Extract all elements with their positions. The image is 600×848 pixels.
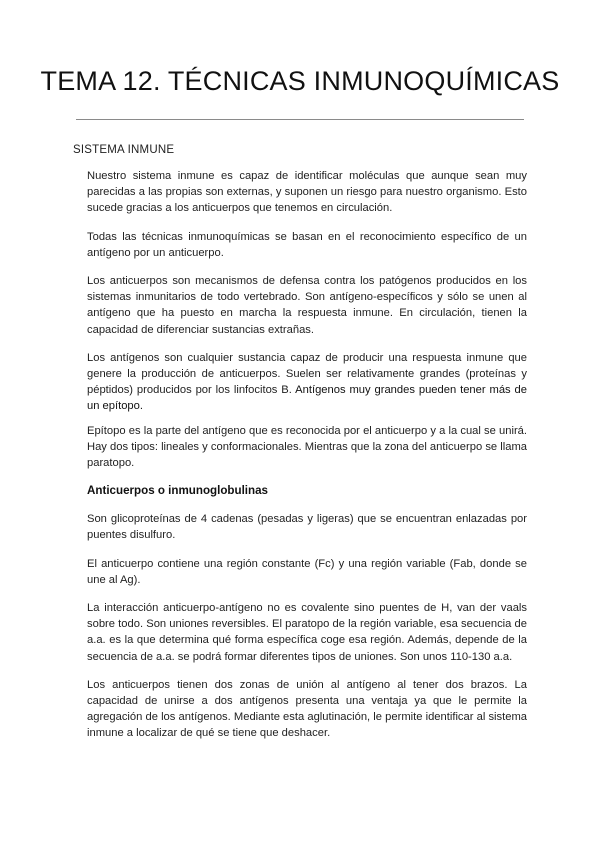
subheading: Anticuerpos o inmunoglobulinas <box>87 484 268 498</box>
paragraph: La interacción anticuerpo-antígeno no es covalente sino puentes de H, van der vaals sobre todo. Son uniones reversibles. El paratopo de la región variable, esa secuencia de a.a. es la que determina qué forma específica coge esa región. Además, depende de la secuencia de a.a. se podrá formar diferentes tipos de uniones. Son unos 110-130 a.a. <box>87 602 527 663</box>
paragraph: Son glicoproteínas de 4 cadenas (pesadas y ligeras) que se encuentran enlazadas por puentes disulfuro. <box>87 513 527 542</box>
paragraph: El anticuerpo contiene una región constante (Fc) y una región variable (Fab, donde se une al Ag). <box>87 557 527 586</box>
paragraph: Los anticuerpos son mecanismos de defensa contra los patógenos producidos en los sistemas inmunitarios de todo vertebrado. Son antígeno-específicos y sólo se unen al antígeno que ha puesto en marcha la respuesta inmune. En circulación, tienen la capacidad de diferenciar sustancias extrañas. <box>87 275 527 336</box>
paragraph: Epítopo es la parte del antígeno que es reconocida por el anticuerpo y a la cual se unirá. Hay dos tipos: lineales y conformacionales. Mientras que la zona del anticuerpo se llama paratopo. <box>87 424 527 470</box>
paragraph: Nuestro sistema inmune es capaz de identificar moléculas que aunque sean muy parecidas a las propias son externas, y suponen un riesgo para nuestro organismo. Esto sucede gracias a los anticuerpos que tenemos en circulación. <box>87 170 527 215</box>
section-heading: SISTEMA INMUNE <box>73 144 175 156</box>
document-body <box>87 168 527 754</box>
paragraph-text: Los antígenos son cualquier sustancia capaz de producir una respuesta inmune que genere la producción de anticuerpos. Suelen ser relativamente grandes (proteínas y péptidos) producidos por los linfocitos B. <box>87 351 527 397</box>
paragraph: Los anticuerpos tienen dos zonas de unión al antígeno al tener dos brazos. La capacidad de unirse a dos antígenos presenta una ventaja ya que le permite la agregación de los antígenos. Mediante esta aglutinación, le permite identificar al sistema inmune a localizar de qué se tiene que deshacer. <box>87 678 527 740</box>
title-divider <box>76 119 524 120</box>
page-title: TEMA 12. TÉCNICAS INMUNOQUÍMICAS <box>40 66 560 96</box>
paragraph: Todas las técnicas inmunoquímicas se basan en el reconocimiento específico de un antígeno por un anticuerpo. <box>87 230 527 259</box>
paragraph <box>87 350 527 415</box>
paragraph-highlight: Antígenos muy grandes pueden tener más de un epítopo. <box>87 384 527 413</box>
